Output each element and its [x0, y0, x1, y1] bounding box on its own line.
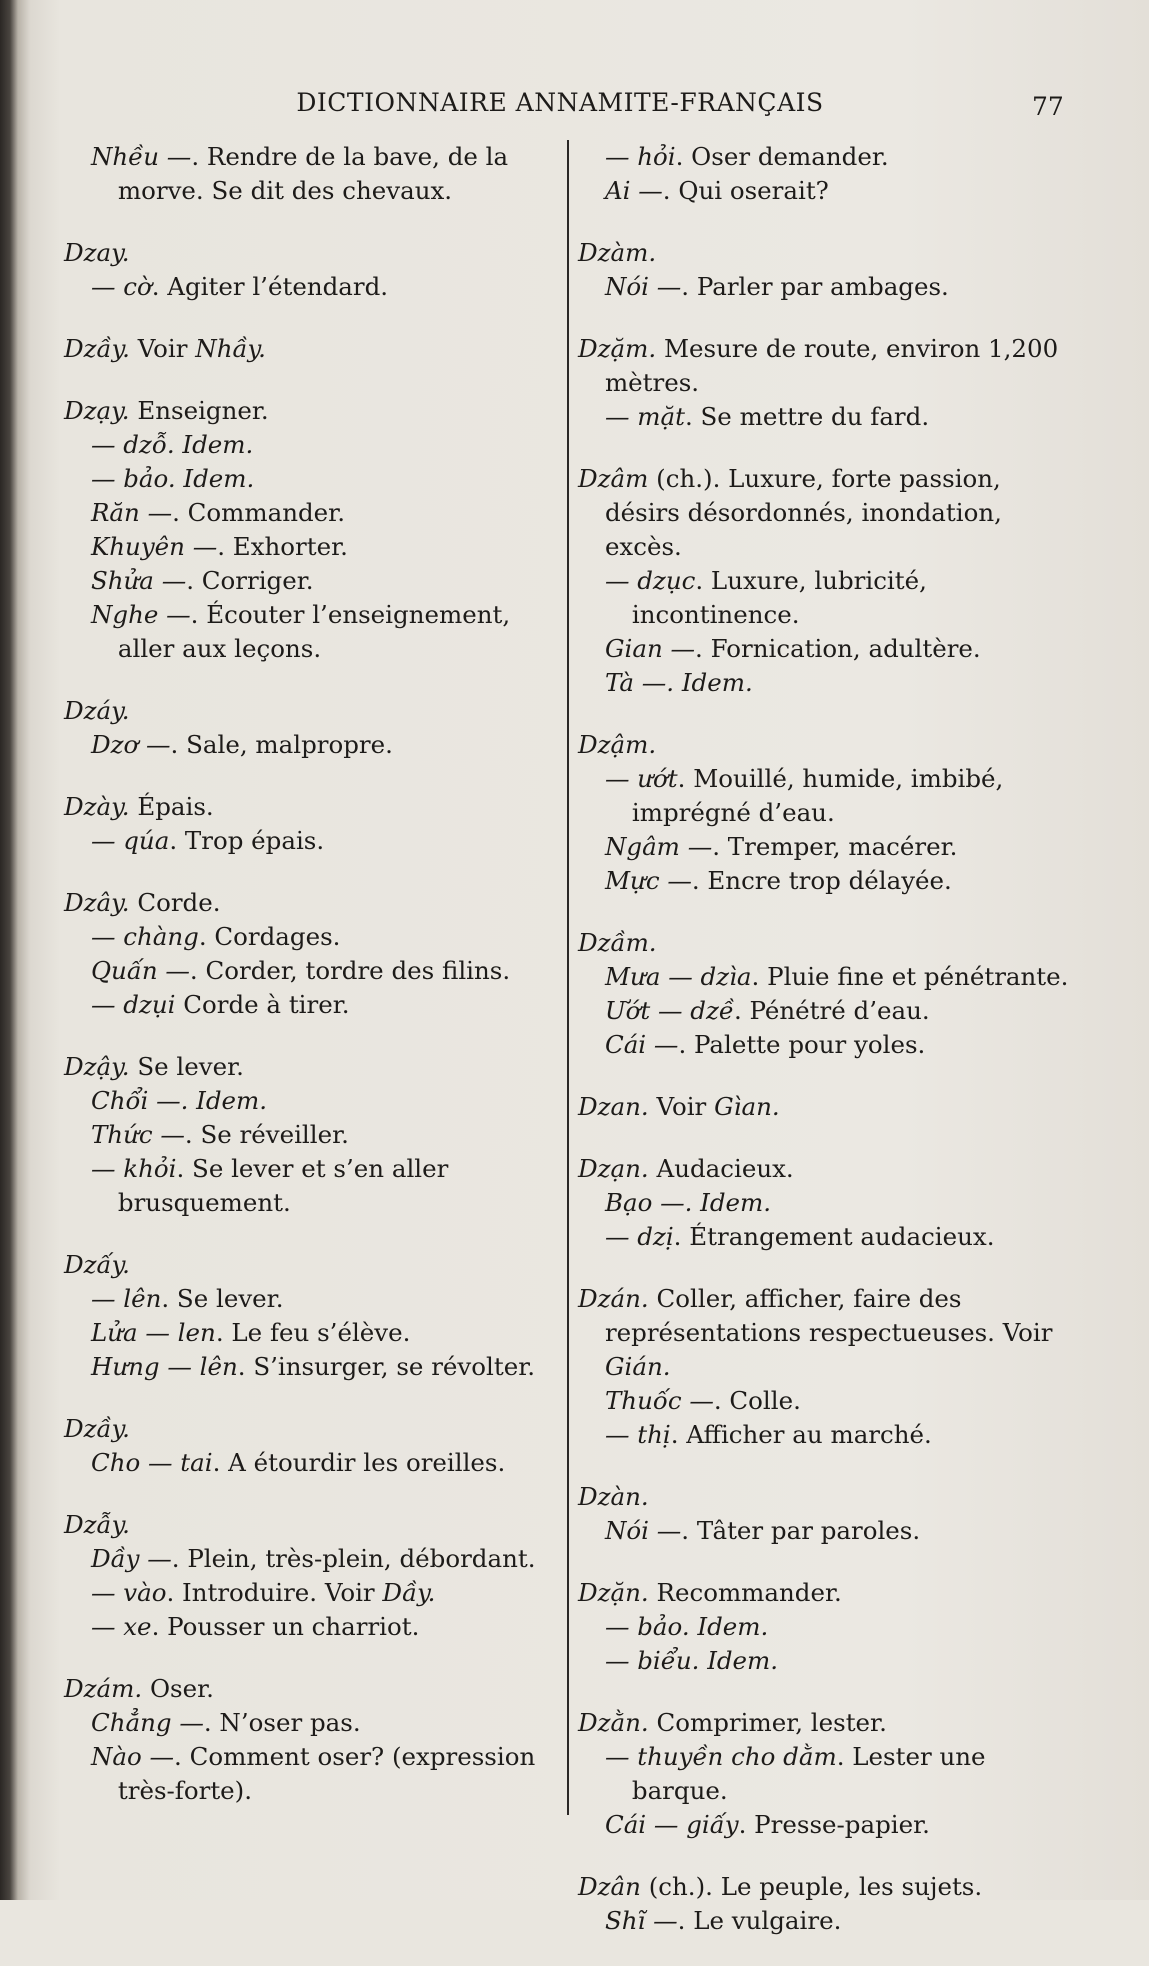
sense-definition: . N’oser pas.: [203, 1708, 361, 1737]
sense-definition: . Se réveiller.: [184, 1120, 349, 1149]
sense-line: [578, 1808, 1076, 1842]
sense-line: [578, 1904, 1076, 1938]
entry-head-line: [64, 790, 556, 824]
sense-line: [64, 496, 556, 530]
sense-line: [64, 1282, 556, 1316]
sense-line: [578, 1610, 1076, 1644]
sense-line: [578, 174, 1076, 208]
sense-definition: . Rendre de la bave, de la morve. Se dit des chevaux.: [117, 142, 509, 205]
sense-definition: . Parler par ambages.: [681, 272, 949, 301]
entry-head-line: [578, 1152, 1076, 1186]
entry-head-line: [578, 1090, 1076, 1124]
sense-phrase: Nghe —: [90, 600, 191, 629]
sense-definition: . Pousser un charriot.: [151, 1612, 420, 1641]
headword: Dzấy.: [64, 1250, 130, 1279]
headword: Dzạn.: [578, 1154, 649, 1183]
headword: Dzầy.: [64, 1414, 130, 1443]
sense-phrase: Khuyên —: [90, 532, 218, 561]
headword: Dzẫy.: [64, 1510, 130, 1539]
sense-definition: . Corriger.: [186, 566, 314, 595]
sense-phrase: Nói —: [604, 272, 682, 301]
headword: Dzạy.: [64, 396, 130, 425]
sense-phrase: Shĩ —: [604, 1906, 678, 1935]
dictionary-entry: [578, 462, 1076, 700]
headword: Dzàm.: [578, 238, 657, 267]
headword: Dzan.: [578, 1092, 649, 1121]
sense-line: [64, 140, 556, 208]
dictionary-entry: [64, 1050, 556, 1220]
sense-definition: Corde à tirer.: [175, 990, 350, 1019]
sense-phrase: — dzị: [604, 1222, 674, 1251]
sense-definition: . Plein, très-plein, débordant.: [171, 1544, 536, 1573]
sense-line: [578, 1644, 1076, 1678]
entry-head-line: [64, 694, 556, 728]
headword-definition: Enseigner.: [129, 396, 269, 425]
headword: Dzàn.: [578, 1482, 649, 1511]
sense-definition: . Introduire. Voir: [166, 1578, 383, 1607]
sense-phrase: Dzơ —: [90, 730, 171, 759]
dictionary-entry: [578, 236, 1076, 304]
sense-definition: . Qui oserait?: [662, 176, 829, 205]
sense-line: [64, 598, 556, 666]
sense-definition: . Pénétré d’eau.: [733, 996, 930, 1025]
sense-line: [64, 1118, 556, 1152]
entry-head-line: [64, 1412, 556, 1446]
entry-head-line: [64, 886, 556, 920]
headword-definition: Audacieux.: [648, 1154, 794, 1183]
sense-phrase: Ngâm —: [604, 832, 713, 861]
sense-phrase: — qúa: [90, 826, 170, 855]
dictionary-entry: [64, 140, 556, 208]
sense-phrase: Cái —: [604, 1030, 679, 1059]
sense-phrase: — khỏi: [90, 1154, 177, 1183]
entry-head-line: [578, 1282, 1076, 1384]
headword-definition: (ch.). Luxure, forte passion, désirs désordonnés, inondation, excès.: [604, 464, 1002, 561]
sense-phrase: — lên: [90, 1284, 162, 1313]
sense-definition: . Comment oser? (expression très-forte).: [117, 1742, 536, 1805]
headword-definition: Voir: [648, 1092, 715, 1121]
dictionary-entry: [578, 1090, 1076, 1124]
sense-line: [578, 1384, 1076, 1418]
dictionary-entry: [64, 236, 556, 304]
column-divider: [567, 140, 569, 1815]
sense-phrase: — mặt: [604, 402, 685, 431]
headword: Dzân: [578, 1872, 641, 1901]
sense-line: [578, 762, 1076, 830]
entry-head-line: [578, 1576, 1076, 1610]
sense-definition: . Luxure, lubricité, incontinence.: [631, 566, 927, 629]
sense-definition: . Le feu s’élève.: [215, 1318, 411, 1347]
sense-phrase: — bảo. Idem.: [90, 464, 255, 493]
dictionary-entry: [578, 728, 1076, 898]
entry-head-line: [64, 394, 556, 428]
dictionary-entry: [64, 1412, 556, 1480]
sense-definition: . Commander.: [172, 498, 345, 527]
sense-definition: . Fornication, adultère.: [695, 634, 981, 663]
dictionary-entry: [64, 394, 556, 666]
sense-definition: . Tâter par paroles.: [681, 1516, 921, 1545]
sense-line: [64, 1316, 556, 1350]
sense-line: [64, 564, 556, 598]
sense-phrase: Chổi —. Idem.: [90, 1086, 268, 1115]
sense-line: [64, 1446, 556, 1480]
entry-head-line: [578, 728, 1076, 762]
cross-reference: Gìan.: [714, 1092, 780, 1121]
sense-definition: . Exhorter.: [217, 532, 348, 561]
sense-definition: . Colle.: [713, 1386, 801, 1415]
sense-definition: . Agiter l’étendard.: [151, 272, 389, 301]
sense-line: [64, 1350, 556, 1384]
sense-phrase: Lửa — len: [90, 1318, 216, 1347]
entry-head-line: [64, 1672, 556, 1706]
entry-head-line: [578, 332, 1076, 400]
sense-phrase: — hỏi: [604, 142, 676, 171]
entry-head-line: [578, 1480, 1076, 1514]
headword: Dzằn.: [578, 1708, 649, 1737]
sense-phrase: Chẳng —: [90, 1708, 204, 1737]
sense-phrase: Nhều —: [90, 142, 192, 171]
sense-definition: . Se lever.: [161, 1284, 284, 1313]
headword: Dzâm: [578, 464, 649, 493]
dictionary-entry: [64, 1672, 556, 1808]
sense-line: [578, 830, 1076, 864]
dictionary-entry: [578, 1576, 1076, 1678]
sense-phrase: Bạo —. Idem.: [604, 1188, 772, 1217]
dictionary-entry: [578, 926, 1076, 1062]
sense-definition: . Oser demander.: [675, 142, 889, 171]
entry-head-line: [64, 1050, 556, 1084]
sense-line: [578, 994, 1076, 1028]
dictionary-entry: [64, 694, 556, 762]
sense-line: [64, 428, 556, 462]
sense-definition: . Trop épais.: [169, 826, 325, 855]
sense-phrase: Nói —: [604, 1516, 682, 1545]
headword-definition: Mesure de route, environ 1,200 mètres.: [604, 334, 1059, 397]
dictionary-entry: [64, 790, 556, 858]
headword: Dzán.: [578, 1284, 649, 1313]
sense-phrase: — vào: [90, 1578, 167, 1607]
headword-definition: (ch.). Le peuple, les sujets.: [640, 1872, 983, 1901]
sense-definition: . Se mettre du fard.: [684, 402, 930, 431]
sense-line: [578, 1418, 1076, 1452]
sense-definition: . Presse-papier.: [738, 1810, 930, 1839]
sense-phrase: Gian —: [604, 634, 696, 663]
sense-line: [64, 728, 556, 762]
headword: Dzầm.: [578, 928, 657, 957]
dictionary-entry: [64, 886, 556, 1022]
headword-definition: Se lever.: [129, 1052, 244, 1081]
sense-phrase: Mực —: [604, 866, 692, 895]
headword-definition: Coller, afficher, faire des représentations respectueuses. Voir: [604, 1284, 1053, 1347]
sense-line: [64, 954, 556, 988]
headword: Dzám.: [64, 1674, 143, 1703]
sense-phrase: Hưng — lên: [90, 1352, 238, 1381]
cross-reference: Dầy.: [382, 1578, 436, 1607]
entry-head-line: [578, 236, 1076, 270]
sense-line: [578, 140, 1076, 174]
sense-phrase: Dầy —: [90, 1544, 172, 1573]
sense-phrase: Tà —. Idem.: [604, 668, 753, 697]
sense-line: [578, 1220, 1076, 1254]
sense-line: [64, 270, 556, 304]
sense-phrase: Cho — tai: [90, 1448, 213, 1477]
sense-line: [64, 1740, 556, 1808]
headword: Dzậm.: [578, 730, 657, 759]
sense-line: [64, 1084, 556, 1118]
sense-phrase: — dzỗ. Idem.: [90, 430, 254, 459]
entry-head-line: [64, 1248, 556, 1282]
entry-head-line: [64, 332, 556, 366]
headword-definition: Voir: [129, 334, 196, 363]
sense-line: [578, 1186, 1076, 1220]
headword: Dzây.: [64, 888, 130, 917]
sense-line: [578, 632, 1076, 666]
sense-definition: . Se lever et s’en aller brusquement.: [117, 1154, 449, 1217]
sense-line: [578, 864, 1076, 898]
headword: Dzặn.: [578, 1578, 649, 1607]
headword: Dzậy.: [64, 1052, 130, 1081]
dictionary-entry: [578, 1706, 1076, 1842]
sense-phrase: Shửa —: [90, 566, 187, 595]
sense-definition: . Lester une barque.: [631, 1742, 986, 1805]
headword-definition: Corde.: [129, 888, 221, 917]
sense-definition: . Cordages.: [198, 922, 341, 951]
entry-head-line: [578, 1870, 1076, 1904]
headword-definition: Épais.: [129, 792, 214, 821]
headword: Dzay.: [64, 238, 130, 267]
sense-definition: . Corder, tordre des filins.: [189, 956, 511, 985]
sense-phrase: — dzục: [604, 566, 696, 595]
sense-line: [64, 988, 556, 1022]
sense-line: [578, 564, 1076, 632]
sense-phrase: Ướt — dzề: [604, 996, 734, 1025]
sense-definition: . Pluie fine et pénétrante.: [751, 962, 1069, 991]
sense-phrase: — xe: [90, 1612, 152, 1641]
headword: Dzầy.: [64, 334, 130, 363]
cross-reference: Gián.: [604, 1352, 671, 1381]
page-number: 77: [1032, 92, 1064, 121]
sense-definition: . Étrangement audacieux.: [673, 1222, 995, 1251]
left-column: [64, 140, 556, 1836]
dictionary-entry: [578, 1870, 1076, 1938]
dictionary-entry: [578, 140, 1076, 208]
sense-phrase: Quấn —: [90, 956, 190, 985]
sense-phrase: Cái — giấy: [604, 1810, 739, 1839]
dictionary-entry: [578, 1152, 1076, 1254]
sense-line: [578, 1740, 1076, 1808]
sense-phrase: — ướt: [604, 764, 678, 793]
sense-definition: . Sale, malpropre.: [170, 730, 393, 759]
sense-phrase: — thuyền cho dằm: [604, 1742, 837, 1771]
sense-phrase: — bảo. Idem.: [604, 1612, 769, 1641]
sense-phrase: — dzụi: [90, 990, 176, 1019]
sense-definition: . Le vulgaire.: [677, 1906, 842, 1935]
headword-definition: Comprimer, lester.: [648, 1708, 887, 1737]
dictionary-entry: [64, 332, 556, 366]
sense-definition: . S’insurger, se révolter.: [237, 1352, 536, 1381]
sense-phrase: Thức —: [90, 1120, 185, 1149]
dictionary-entry: [578, 332, 1076, 434]
sense-line: [578, 666, 1076, 700]
running-head: DICTIONNAIRE ANNAMITE-FRANÇAIS: [296, 88, 824, 117]
right-column: [578, 140, 1076, 1966]
cross-reference: Nhầy.: [195, 334, 266, 363]
sense-definition: . A étourdir les oreilles.: [212, 1448, 506, 1477]
sense-phrase: Nào —: [90, 1742, 175, 1771]
dictionary-entry: [64, 1508, 556, 1644]
entry-head-line: [64, 236, 556, 270]
sense-definition: . Encre trop délayée.: [691, 866, 952, 895]
headword-definition: Oser.: [142, 1674, 214, 1703]
sense-line: [64, 462, 556, 496]
sense-line: [64, 1610, 556, 1644]
sense-phrase: Ai —: [604, 176, 663, 205]
sense-line: [578, 1514, 1076, 1548]
sense-line: [64, 1152, 556, 1220]
sense-definition: . Palette pour yoles.: [678, 1030, 926, 1059]
headword: Dzày.: [64, 792, 130, 821]
dictionary-entry: [578, 1480, 1076, 1548]
sense-definition: . Tremper, macérer.: [712, 832, 958, 861]
sense-line: [578, 960, 1076, 994]
headword: Dzáy.: [64, 696, 130, 725]
sense-line: [578, 1028, 1076, 1062]
sense-definition: . Afficher au marché.: [670, 1420, 932, 1449]
sense-line: [64, 530, 556, 564]
dictionary-entry: [64, 1248, 556, 1384]
sense-line: [64, 824, 556, 858]
sense-line: [64, 920, 556, 954]
headword-definition: Recommander.: [648, 1578, 842, 1607]
sense-phrase: — thị: [604, 1420, 671, 1449]
sense-phrase: Thuốc —: [604, 1386, 714, 1415]
sense-definition: . Mouillé, humide, imbibé, imprégné d’eau.: [631, 764, 1004, 827]
entry-head-line: [64, 1508, 556, 1542]
sense-phrase: Mưa — dzìa: [604, 962, 752, 991]
sense-definition: . Écouter l’enseignement, aller aux leçons.: [117, 600, 511, 663]
headword: Dzặm.: [578, 334, 657, 363]
sense-phrase: — cờ: [90, 272, 152, 301]
entry-head-line: [578, 462, 1076, 564]
entry-head-line: [578, 926, 1076, 960]
entry-head-line: [578, 1706, 1076, 1740]
sense-line: [64, 1706, 556, 1740]
sense-line: [64, 1576, 556, 1610]
sense-phrase: Răn —: [90, 498, 173, 527]
sense-line: [64, 1542, 556, 1576]
sense-line: [578, 400, 1076, 434]
sense-line: [578, 270, 1076, 304]
sense-phrase: — chàng: [90, 922, 199, 951]
sense-phrase: — biểu. Idem.: [604, 1646, 779, 1675]
dictionary-entry: [578, 1282, 1076, 1452]
